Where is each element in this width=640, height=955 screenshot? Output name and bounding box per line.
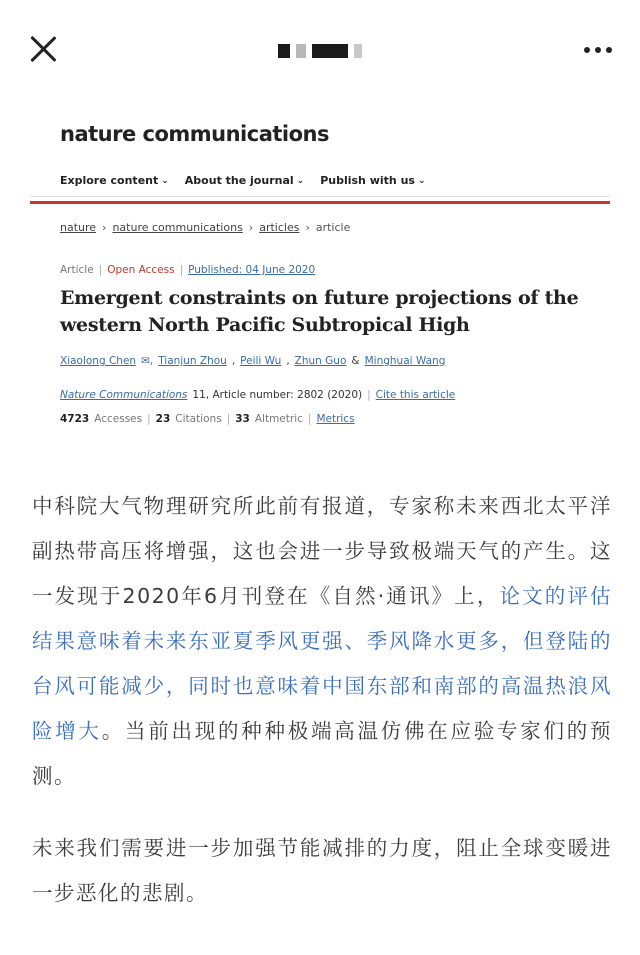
- journal-nav: [60, 174, 426, 187]
- nav-explore-content: Explore content ⌄: [60, 174, 169, 187]
- more-dots-icon[interactable]: [584, 40, 614, 60]
- redacted-block: [296, 44, 306, 58]
- article-meta: Article | Open Access | Published: 04 June 2020: [60, 264, 316, 276]
- journal-name: nature communications: [60, 122, 329, 146]
- chevron-down-icon: ⌄: [417, 175, 426, 186]
- chevron-down-icon: ⌄: [161, 175, 169, 186]
- close-icon[interactable]: [28, 34, 58, 64]
- accent-divider: [30, 201, 610, 204]
- citation-line: Nature Communications 11, Article number: 2802 (2020) | Cite this article: [60, 389, 456, 401]
- redacted-block: [312, 44, 348, 58]
- author-list: Xiaolong Chen ✉, Tianjun Zhou , Peili Wu , Zhun Guo & Minghuai Wang: [60, 355, 446, 367]
- breadcrumb: nature › nature communications › articles › article: [60, 221, 351, 234]
- nav-about-journal: About the journal ⌄: [184, 174, 305, 187]
- article-title: Emergent constraints on future projections of the western North Pacific Subtropical High: [60, 287, 579, 336]
- redacted-block: [278, 44, 290, 58]
- mail-icon: ✉,: [141, 355, 154, 367]
- divider: [30, 196, 610, 197]
- article-screenshot-image: [0, 100, 640, 460]
- body-paragraph: 未来我们需要进一步加强节能减排的力度，阻止全球变暖进一步恶化的悲剧。: [32, 836, 612, 905]
- redacted-title: [278, 44, 362, 58]
- top-bar: [0, 0, 640, 100]
- body-paragraph: 中科院大气物理研究所此前有报道，专家称未来西北太平洋副热带高压将增强，这也会进一步导致极端天气的产生。这一发现于2020年6月刊登在《自然·通讯》上，论文的评估结果意味着未来东亚夏季风更强、季风降水更多，但登陆的台风可能减少，同时也意味着中国东部和南部的高温热浪风险增大。当前出现的种种极端高温仿佛在应验专家们的预测。: [32, 494, 612, 788]
- chevron-down-icon: ⌄: [296, 175, 305, 186]
- redacted-block: [354, 44, 362, 58]
- article-metrics: 4723 Accesses | 23 Citations | 33 Altmetric | Metrics: [60, 413, 355, 425]
- nav-publish: Publish with us ⌄: [320, 174, 426, 187]
- highlighted-text: 论文的评估结果意味着未来东亚夏季风更强、季风降水更多，但登陆的台风可能减少，同时也意味着中国东部和南部的高温热浪风险增大: [32, 584, 612, 743]
